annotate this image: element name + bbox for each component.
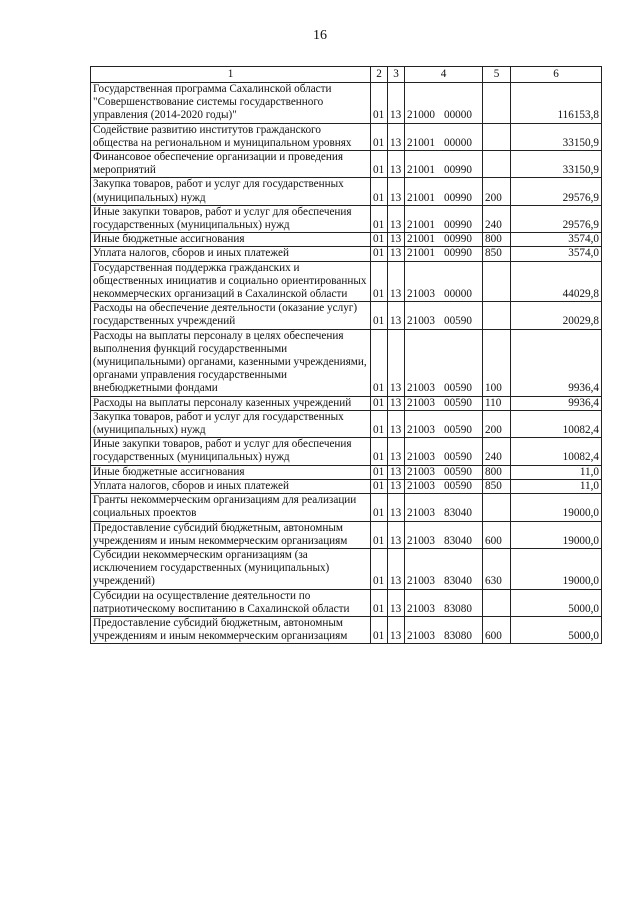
row-subsection: 13 — [388, 247, 405, 261]
target-article-program: 21001 — [407, 233, 435, 246]
row-amount: 9936,4 — [511, 329, 602, 396]
row-name: Закупка товаров, работ и услуг для государственных (муниципальных) нужд — [91, 410, 371, 437]
row-amount: 33150,9 — [511, 151, 602, 178]
target-article-direction: 00000 — [443, 136, 472, 149]
row-section: 01 — [371, 302, 388, 329]
row-expense-type — [483, 302, 511, 329]
row-subsection: 13 — [388, 548, 405, 589]
target-article-program: 21003 — [407, 382, 435, 395]
table-row — [91, 151, 602, 178]
target-article-direction: 00990 — [443, 191, 472, 204]
row-expense-type: 600 — [483, 521, 511, 548]
row-name: Субсидии на осуществление деятельности по патриотическому воспитанию в Сахалинской области — [91, 589, 371, 616]
row-target-article — [405, 396, 483, 410]
row-name: Государственная программа Сахалинской области "Совершенствование системы государственного управления (2014-2020 годы)" — [91, 83, 371, 124]
table-row — [91, 465, 602, 479]
table-row — [91, 329, 602, 396]
column-header-expense-type: 5 — [483, 67, 511, 83]
table-row — [91, 302, 602, 329]
row-section: 01 — [371, 233, 388, 247]
table-row — [91, 123, 602, 150]
row-section: 01 — [371, 396, 388, 410]
row-target-article — [405, 261, 483, 302]
target-article-program: 21000 — [407, 109, 435, 122]
row-expense-type: 200 — [483, 410, 511, 437]
row-target-article — [405, 548, 483, 589]
row-expense-type: 630 — [483, 548, 511, 589]
row-target-article — [405, 521, 483, 548]
target-article-program: 21003 — [407, 315, 435, 328]
row-target-article — [405, 247, 483, 261]
row-expense-type — [483, 123, 511, 150]
column-header-subsection: 3 — [388, 67, 405, 83]
row-name: Иные закупки товаров, работ и услуг для обеспечения государственных (муниципальных) нужд — [91, 205, 371, 232]
row-expense-type: 800 — [483, 465, 511, 479]
row-target-article — [405, 151, 483, 178]
row-name: Иные бюджетные ассигнования — [91, 465, 371, 479]
row-section: 01 — [371, 438, 388, 465]
target-article-direction: 00590 — [443, 396, 472, 409]
table-row — [91, 396, 602, 410]
budget-table — [90, 66, 602, 644]
row-expense-type: 850 — [483, 479, 511, 493]
row-section: 01 — [371, 329, 388, 396]
column-header-amount: 6 — [511, 67, 602, 83]
row-expense-type — [483, 589, 511, 616]
row-name: Закупка товаров, работ и услуг для государственных (муниципальных) нужд — [91, 178, 371, 205]
row-target-article — [405, 494, 483, 521]
row-subsection: 13 — [388, 616, 405, 643]
target-article-program: 21001 — [407, 247, 435, 260]
row-expense-type — [483, 151, 511, 178]
row-name: Финансовое обеспечение организации и проведения мероприятий — [91, 151, 371, 178]
target-article-direction: 83040 — [443, 507, 472, 520]
target-article-program: 21001 — [407, 219, 435, 232]
row-section: 01 — [371, 123, 388, 150]
table-header — [91, 67, 602, 83]
row-name: Расходы на выплаты персоналу в целях обеспечения выполнения функций государственными (муниципальными) органами, казенными учреждениями, органами управления государственными внебюджетными фондами — [91, 329, 371, 396]
target-article-program: 21003 — [407, 575, 435, 588]
row-expense-type: 200 — [483, 178, 511, 205]
target-article-program: 21003 — [407, 465, 435, 478]
row-target-article — [405, 616, 483, 643]
row-amount: 29576,9 — [511, 178, 602, 205]
row-amount: 29576,9 — [511, 205, 602, 232]
target-article-direction: 83040 — [443, 575, 472, 588]
row-amount: 3574,0 — [511, 233, 602, 247]
row-name: Уплата налогов, сборов и иных платежей — [91, 247, 371, 261]
row-amount: 9936,4 — [511, 396, 602, 410]
row-section: 01 — [371, 83, 388, 124]
row-section: 01 — [371, 247, 388, 261]
row-expense-type: 600 — [483, 616, 511, 643]
row-target-article — [405, 589, 483, 616]
row-subsection: 13 — [388, 479, 405, 493]
target-article-program: 21003 — [407, 602, 435, 615]
row-amount: 116153,8 — [511, 83, 602, 124]
page-number: 16 — [313, 28, 327, 43]
row-name: Иные бюджетные ассигнования — [91, 233, 371, 247]
table-row — [91, 247, 602, 261]
row-amount: 5000,0 — [511, 589, 602, 616]
row-amount: 3574,0 — [511, 247, 602, 261]
table-row — [91, 616, 602, 643]
row-name: Уплата налогов, сборов и иных платежей — [91, 479, 371, 493]
row-target-article — [405, 479, 483, 493]
row-section: 01 — [371, 151, 388, 178]
target-article-direction: 00990 — [443, 233, 472, 246]
row-subsection: 13 — [388, 83, 405, 124]
column-header-section: 2 — [371, 67, 388, 83]
table-body — [91, 83, 602, 644]
target-article-direction: 00990 — [443, 247, 472, 260]
target-article-direction: 83080 — [443, 602, 472, 615]
target-article-direction: 83080 — [443, 630, 472, 643]
row-subsection: 13 — [388, 521, 405, 548]
row-subsection: 13 — [388, 233, 405, 247]
row-expense-type: 800 — [483, 233, 511, 247]
row-subsection: 13 — [388, 261, 405, 302]
table-row — [91, 178, 602, 205]
row-amount: 19000,0 — [511, 548, 602, 589]
row-amount: 19000,0 — [511, 494, 602, 521]
row-target-article — [405, 178, 483, 205]
row-name: Субсидии некоммерческим организациям (за исключением государственных (муниципальных) учреждений) — [91, 548, 371, 589]
row-section: 01 — [371, 589, 388, 616]
row-amount: 33150,9 — [511, 123, 602, 150]
row-target-article — [405, 83, 483, 124]
row-section: 01 — [371, 479, 388, 493]
target-article-direction: 00590 — [443, 451, 472, 464]
row-target-article — [405, 465, 483, 479]
target-article-program: 21001 — [407, 164, 435, 177]
row-name: Расходы на обеспечение деятельности (оказание услуг) государственных учреждений — [91, 302, 371, 329]
row-amount: 11,0 — [511, 479, 602, 493]
table-row — [91, 410, 602, 437]
row-section: 01 — [371, 205, 388, 232]
table-row — [91, 589, 602, 616]
target-article-program: 21001 — [407, 136, 435, 149]
target-article-program: 21003 — [407, 288, 435, 301]
target-article-direction: 00990 — [443, 164, 472, 177]
row-amount: 5000,0 — [511, 616, 602, 643]
row-amount: 10082,4 — [511, 410, 602, 437]
row-subsection: 13 — [388, 494, 405, 521]
row-name: Предоставление субсидий бюджетным, автономным учреждениям и иным некоммерческим организациям — [91, 616, 371, 643]
row-amount: 20029,8 — [511, 302, 602, 329]
row-target-article — [405, 410, 483, 437]
row-expense-type — [483, 261, 511, 302]
target-article-direction: 00590 — [443, 315, 472, 328]
row-expense-type: 240 — [483, 205, 511, 232]
row-target-article — [405, 205, 483, 232]
target-article-direction: 00590 — [443, 465, 472, 478]
row-name: Расходы на выплаты персоналу казенных учреждений — [91, 396, 371, 410]
row-subsection: 13 — [388, 438, 405, 465]
row-expense-type: 100 — [483, 329, 511, 396]
table-row — [91, 521, 602, 548]
row-expense-type — [483, 494, 511, 521]
row-name: Государственная поддержка гражданских и общественных инициатив и социально ориентированных некоммерческих организаций в Сахалинской области — [91, 261, 371, 302]
row-expense-type: 240 — [483, 438, 511, 465]
table-row — [91, 261, 602, 302]
header-row — [91, 67, 602, 83]
target-article-program: 21003 — [407, 479, 435, 492]
row-section: 01 — [371, 616, 388, 643]
row-target-article — [405, 123, 483, 150]
target-article-program: 21003 — [407, 534, 435, 547]
target-article-direction: 00590 — [443, 479, 472, 492]
target-article-direction: 00990 — [443, 219, 472, 232]
row-target-article — [405, 438, 483, 465]
target-article-program: 21001 — [407, 191, 435, 204]
row-amount: 11,0 — [511, 465, 602, 479]
table-row — [91, 548, 602, 589]
row-section: 01 — [371, 494, 388, 521]
row-subsection: 13 — [388, 410, 405, 437]
column-header-target-article: 4 — [405, 67, 483, 83]
row-subsection: 13 — [388, 329, 405, 396]
row-subsection: 13 — [388, 396, 405, 410]
row-section: 01 — [371, 410, 388, 437]
row-subsection: 13 — [388, 178, 405, 205]
row-name: Предоставление субсидий бюджетным, автономным учреждениям и иным некоммерческим организациям — [91, 521, 371, 548]
row-section: 01 — [371, 465, 388, 479]
row-name: Гранты некоммерческим организациям для реализации социальных проектов — [91, 494, 371, 521]
row-subsection: 13 — [388, 205, 405, 232]
target-article-program: 21003 — [407, 396, 435, 409]
row-amount: 10082,4 — [511, 438, 602, 465]
row-amount: 44029,8 — [511, 261, 602, 302]
row-expense-type: 850 — [483, 247, 511, 261]
target-article-program: 21003 — [407, 424, 435, 437]
target-article-direction: 00000 — [443, 288, 472, 301]
target-article-direction: 00590 — [443, 424, 472, 437]
row-target-article — [405, 329, 483, 396]
target-article-program: 21003 — [407, 630, 435, 643]
target-article-direction: 83040 — [443, 534, 472, 547]
target-article-program: 21003 — [407, 451, 435, 464]
row-expense-type — [483, 83, 511, 124]
row-amount: 19000,0 — [511, 521, 602, 548]
row-expense-type: 110 — [483, 396, 511, 410]
row-section: 01 — [371, 548, 388, 589]
table-row — [91, 83, 602, 124]
row-subsection: 13 — [388, 123, 405, 150]
target-article-program: 21003 — [407, 507, 435, 520]
column-header-name: 1 — [91, 67, 371, 83]
target-article-direction: 00590 — [443, 382, 472, 395]
row-subsection: 13 — [388, 589, 405, 616]
row-name: Содействие развитию институтов гражданского общества на региональном и муниципальном уровнях — [91, 123, 371, 150]
row-section: 01 — [371, 261, 388, 302]
table-row — [91, 233, 602, 247]
table-row — [91, 438, 602, 465]
target-article-direction: 00000 — [443, 109, 472, 122]
row-subsection: 13 — [388, 302, 405, 329]
table-row — [91, 494, 602, 521]
row-name: Иные закупки товаров, работ и услуг для обеспечения государственных (муниципальных) нужд — [91, 438, 371, 465]
table-row — [91, 205, 602, 232]
row-subsection: 13 — [388, 465, 405, 479]
table-row — [91, 479, 602, 493]
row-target-article — [405, 302, 483, 329]
row-section: 01 — [371, 178, 388, 205]
row-target-article — [405, 233, 483, 247]
row-subsection: 13 — [388, 151, 405, 178]
row-section: 01 — [371, 521, 388, 548]
